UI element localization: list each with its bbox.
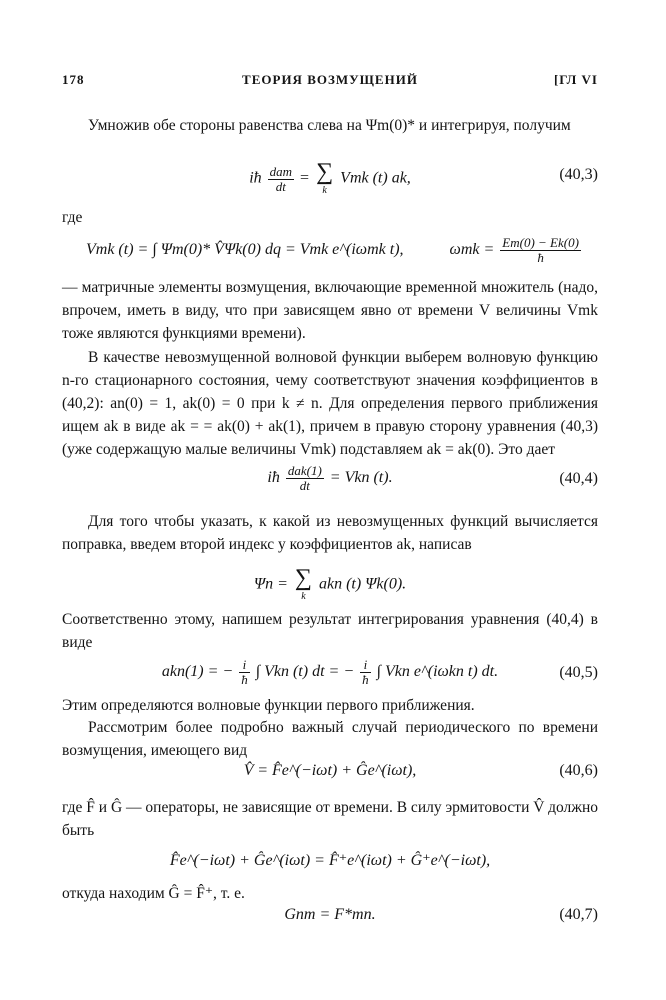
eq8-label: (40,7) (559, 906, 598, 923)
eq5-fraction-2 (360, 658, 371, 687)
eq1-sum-sign: ∑ (316, 159, 334, 185)
eq1-label: (40,3) (559, 166, 598, 183)
eq3-fraction (286, 464, 324, 493)
paragraph-matrix-elements: — матричные элементы возмущения, включающие временной множитель (надо, впрочем, иметь в виду, что при зависящем явно от времени V величины Vmk тоже являются функциями времени). (62, 279, 598, 342)
equation-40-4 (62, 462, 598, 508)
eq5-den-1: ħ (241, 672, 248, 687)
eq4-rhs: akn (t) Ψk(0). (318, 575, 407, 593)
eq1-den: dt (275, 178, 286, 194)
eq1-rhs: Vmk (t) ak, (340, 169, 411, 187)
eq5-rhs: ∫ Vkn e^(iωkn t) dt. (376, 663, 499, 681)
eq4-lhs: Ψn = (253, 575, 288, 593)
eq5-den-2: ħ (362, 672, 369, 687)
page-number: 178 (62, 72, 85, 87)
eq3-den: dt (299, 478, 310, 493)
word-where: где (62, 209, 83, 226)
eq2-lhs: Vmk (t) = ∫ Ψm(0)* V̂Ψk(0) dq = Vmk e^(iωmk t), (86, 241, 404, 259)
equation-40-5 (62, 656, 598, 696)
eq6-label: (40,6) (559, 762, 598, 779)
eq6-body: V̂ = F̂e^(−iωt) + Ĝe^(iωt), (243, 762, 417, 779)
eq2-num: Em(0) − Ek(0) (502, 235, 579, 250)
eq3-lhs: iħ (267, 469, 280, 487)
running-title: ТЕОРИЯ ВОЗМУЩЕНИЙ (242, 72, 418, 87)
eq1-sum (316, 160, 333, 198)
running-header (62, 72, 598, 94)
paragraph-integration: Соответственно этому, напишем результат интегрирования уравнения (40,4) в виде (62, 611, 598, 651)
eq4-sum-index: k (301, 591, 306, 602)
equation-matrix-elements (62, 232, 598, 272)
eq1-sum-index: k (322, 185, 327, 196)
eq5-label: (40,5) (559, 664, 598, 681)
equation-hermitian (62, 850, 598, 880)
paragraph-hermitian: где F̂ и Ĝ — операторы, не зависящие от времени. В силу эрмитовости V̂ должно быть (62, 799, 598, 839)
eq2-omega: ωmk = (449, 241, 495, 259)
eq5-mid: ∫ Vkn (t) dt = − (255, 663, 355, 681)
paragraph-unperturbed: В качестве невозмущенной волновой функции выберем волновую функцию n-го стационарного состояния, чему соответствуют значения коэффициентов в (40,2): an(0) = 1, ak(0) = 0 при k ≠ n. Для определения первого приближения ищем ak в виде ak = = ak(0) + ak(1), причем в правую сторону уравнения (40,3) (уже содержащую малые величины Vmk) подставляем ak = ak(0). Это дает (62, 349, 598, 458)
chapter-label: [ГЛ VI (553, 72, 598, 87)
eq5-num-2: i (360, 658, 371, 673)
eq3-num: dak(1) (287, 463, 322, 478)
eq1-num: dam (269, 163, 293, 179)
equation-40-3: iħ $\frac{\text{dam}}{dt}$ = ∑ k Vmk (t) ak, (40,3) (249, 159, 598, 196)
eq5-fraction-1 (239, 658, 250, 687)
eq2-fraction (500, 236, 581, 265)
paragraph-second-index: Для того чтобы указать, к какой из невозмущенных функций вычисляется поправка, введем второй индекс у коэффициентов ak, написав (62, 513, 598, 553)
equation-40-7 (62, 906, 598, 936)
paragraph-intro: Умножив обе стороны равенства слева на Ψm(0)* и интегрируя, получим (88, 117, 571, 134)
eq5-lhs: akn(1) = − (161, 663, 234, 681)
eq8-body: Gnm = F*mn. (284, 906, 376, 923)
eq4-sum (295, 566, 312, 604)
eq4-sum-sign: ∑ (294, 565, 312, 591)
equation-40-6 (62, 762, 598, 792)
eq1-lhs: iħ (249, 169, 262, 187)
paragraph-first-approx: Этим определяются волновые функции первого приближения. (62, 697, 475, 714)
equation-psi-n (62, 566, 598, 610)
eq5-num-1: i (239, 658, 250, 673)
eq2-den: ħ (537, 250, 544, 265)
paragraph-periodic: Рассмотрим более подробно важный случай периодического по времени возмущения, имеющего вид (62, 719, 598, 759)
paragraph-whence: откуда находим Ĝ = F̂⁺, т. е. (62, 885, 245, 902)
eq3-rhs: = Vkn (t). (329, 469, 393, 487)
eq7-body: F̂e^(−iωt) + Ĝe^(iωt) = F̂⁺e^(iωt) + Ĝ⁺e^(−iωt), (169, 852, 491, 869)
eq1-fraction (268, 165, 294, 194)
eq3-label: (40,4) (559, 470, 598, 487)
